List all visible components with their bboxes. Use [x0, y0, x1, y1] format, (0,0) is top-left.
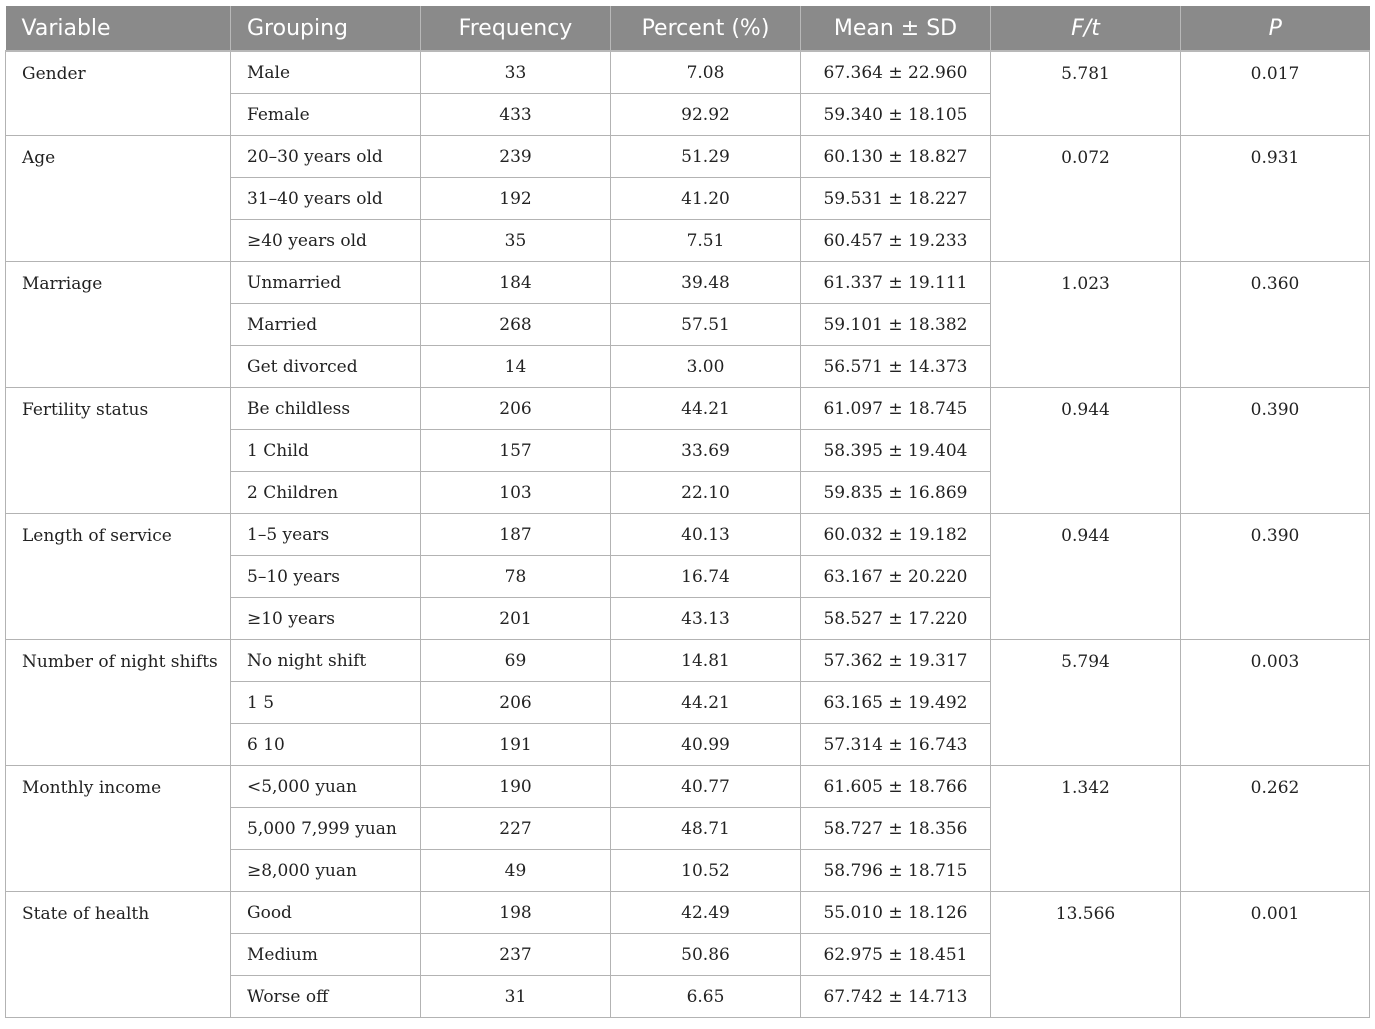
p-value-cell: 0.262: [1181, 766, 1370, 892]
mean-sd-cell: 58.395 ± 19.404: [801, 430, 991, 472]
percent-cell: 42.49: [611, 892, 801, 934]
f-t-cell: 5.781: [991, 51, 1181, 136]
frequency-cell: 78: [421, 556, 611, 598]
mean-sd-cell: 60.032 ± 19.182: [801, 514, 991, 556]
grouping-cell: 1–5 years: [231, 514, 421, 556]
mean-sd-cell: 63.165 ± 19.492: [801, 682, 991, 724]
f-t-cell: 1.342: [991, 766, 1181, 892]
percent-cell: 10.52: [611, 850, 801, 892]
table-row: [6, 892, 1370, 934]
percent-cell: 44.21: [611, 682, 801, 724]
f-t-cell: 5.794: [991, 640, 1181, 766]
variable-name-cell: Age: [6, 136, 231, 262]
percent-cell: 44.21: [611, 388, 801, 430]
table-body: [6, 51, 1370, 1018]
mean-sd-cell: 58.727 ± 18.356: [801, 808, 991, 850]
grouping-cell: 6 10: [231, 724, 421, 766]
f-t-cell: 0.944: [991, 514, 1181, 640]
frequency-cell: 198: [421, 892, 611, 934]
frequency-cell: 187: [421, 514, 611, 556]
grouping-cell: Married: [231, 304, 421, 346]
grouping-cell: Female: [231, 94, 421, 136]
header-p: P: [1181, 6, 1370, 51]
header-grouping: Grouping: [231, 6, 421, 51]
percent-cell: 7.08: [611, 51, 801, 94]
variable-name-cell: Monthly income: [6, 766, 231, 892]
percent-cell: 92.92: [611, 94, 801, 136]
variable-name-cell: Fertility status: [6, 388, 231, 514]
table-row: [6, 514, 1370, 556]
percent-cell: 48.71: [611, 808, 801, 850]
grouping-cell: 1 Child: [231, 430, 421, 472]
grouping-cell: Good: [231, 892, 421, 934]
percent-cell: 16.74: [611, 556, 801, 598]
p-value-cell: 0.390: [1181, 514, 1370, 640]
table-header: [6, 6, 1370, 51]
mean-sd-cell: 58.796 ± 18.715: [801, 850, 991, 892]
mean-sd-cell: 59.531 ± 18.227: [801, 178, 991, 220]
header-f-t: F/t: [991, 6, 1181, 51]
header-percent: Percent (%): [611, 6, 801, 51]
mean-sd-cell: 56.571 ± 14.373: [801, 346, 991, 388]
p-value-cell: 0.931: [1181, 136, 1370, 262]
mean-sd-cell: 59.101 ± 18.382: [801, 304, 991, 346]
frequency-cell: 157: [421, 430, 611, 472]
p-value-cell: 0.001: [1181, 892, 1370, 1018]
percent-cell: 7.51: [611, 220, 801, 262]
grouping-cell: Medium: [231, 934, 421, 976]
table-row: [6, 766, 1370, 808]
mean-sd-cell: 59.340 ± 18.105: [801, 94, 991, 136]
frequency-cell: 31: [421, 976, 611, 1018]
grouping-cell: No night shift: [231, 640, 421, 682]
frequency-cell: 14: [421, 346, 611, 388]
grouping-cell: ≥8,000 yuan: [231, 850, 421, 892]
f-t-cell: 1.023: [991, 262, 1181, 388]
percent-cell: 57.51: [611, 304, 801, 346]
frequency-cell: 268: [421, 304, 611, 346]
grouping-cell: Unmarried: [231, 262, 421, 304]
p-value-cell: 0.390: [1181, 388, 1370, 514]
grouping-cell: 20–30 years old: [231, 136, 421, 178]
grouping-cell: ≥40 years old: [231, 220, 421, 262]
table-row: [6, 51, 1370, 94]
frequency-cell: 69: [421, 640, 611, 682]
grouping-cell: ≥10 years: [231, 598, 421, 640]
grouping-cell: Be childless: [231, 388, 421, 430]
frequency-cell: 227: [421, 808, 611, 850]
percent-cell: 22.10: [611, 472, 801, 514]
frequency-cell: 433: [421, 94, 611, 136]
header-frequency: Frequency: [421, 6, 611, 51]
grouping-cell: <5,000 yuan: [231, 766, 421, 808]
grouping-cell: Male: [231, 51, 421, 94]
frequency-cell: 103: [421, 472, 611, 514]
percent-cell: 51.29: [611, 136, 801, 178]
mean-sd-cell: 60.457 ± 19.233: [801, 220, 991, 262]
variable-name-cell: State of health: [6, 892, 231, 1018]
table-row: [6, 388, 1370, 430]
mean-sd-cell: 61.097 ± 18.745: [801, 388, 991, 430]
percent-cell: 40.77: [611, 766, 801, 808]
header-variable: Variable: [6, 6, 231, 51]
percent-cell: 41.20: [611, 178, 801, 220]
mean-sd-cell: 61.337 ± 19.111: [801, 262, 991, 304]
percent-cell: 14.81: [611, 640, 801, 682]
table-row: [6, 640, 1370, 682]
table-row: [6, 262, 1370, 304]
frequency-cell: 49: [421, 850, 611, 892]
mean-sd-cell: 67.364 ± 22.960: [801, 51, 991, 94]
frequency-cell: 190: [421, 766, 611, 808]
frequency-cell: 192: [421, 178, 611, 220]
mean-sd-cell: 59.835 ± 16.869: [801, 472, 991, 514]
variable-name-cell: Number of night shifts: [6, 640, 231, 766]
grouping-cell: 5–10 years: [231, 556, 421, 598]
grouping-cell: Get divorced: [231, 346, 421, 388]
frequency-cell: 35: [421, 220, 611, 262]
p-value-cell: 0.003: [1181, 640, 1370, 766]
mean-sd-cell: 61.605 ± 18.766: [801, 766, 991, 808]
frequency-cell: 201: [421, 598, 611, 640]
data-table: [5, 6, 1370, 1018]
p-value-cell: 0.017: [1181, 51, 1370, 136]
variable-name-cell: Marriage: [6, 262, 231, 388]
f-t-cell: 13.566: [991, 892, 1181, 1018]
frequency-cell: 206: [421, 388, 611, 430]
mean-sd-cell: 57.362 ± 19.317: [801, 640, 991, 682]
frequency-cell: 184: [421, 262, 611, 304]
grouping-cell: Worse off: [231, 976, 421, 1018]
grouping-cell: 1 5: [231, 682, 421, 724]
mean-sd-cell: 62.975 ± 18.451: [801, 934, 991, 976]
frequency-cell: 33: [421, 51, 611, 94]
percent-cell: 39.48: [611, 262, 801, 304]
percent-cell: 33.69: [611, 430, 801, 472]
frequency-cell: 237: [421, 934, 611, 976]
grouping-cell: 5,000 7,999 yuan: [231, 808, 421, 850]
percent-cell: 40.13: [611, 514, 801, 556]
grouping-cell: 2 Children: [231, 472, 421, 514]
percent-cell: 40.99: [611, 724, 801, 766]
frequency-cell: 206: [421, 682, 611, 724]
percent-cell: 3.00: [611, 346, 801, 388]
percent-cell: 50.86: [611, 934, 801, 976]
variable-name-cell: Length of service: [6, 514, 231, 640]
frequency-cell: 239: [421, 136, 611, 178]
mean-sd-cell: 60.130 ± 18.827: [801, 136, 991, 178]
variable-name-cell: Gender: [6, 51, 231, 136]
percent-cell: 43.13: [611, 598, 801, 640]
mean-sd-cell: 57.314 ± 16.743: [801, 724, 991, 766]
table-row: [6, 136, 1370, 178]
p-value-cell: 0.360: [1181, 262, 1370, 388]
mean-sd-cell: 55.010 ± 18.126: [801, 892, 991, 934]
f-t-cell: 0.072: [991, 136, 1181, 262]
header-mean-sd: Mean ± SD: [801, 6, 991, 51]
mean-sd-cell: 58.527 ± 17.220: [801, 598, 991, 640]
mean-sd-cell: 63.167 ± 20.220: [801, 556, 991, 598]
mean-sd-cell: 67.742 ± 14.713: [801, 976, 991, 1018]
frequency-cell: 191: [421, 724, 611, 766]
grouping-cell: 31–40 years old: [231, 178, 421, 220]
percent-cell: 6.65: [611, 976, 801, 1018]
f-t-cell: 0.944: [991, 388, 1181, 514]
